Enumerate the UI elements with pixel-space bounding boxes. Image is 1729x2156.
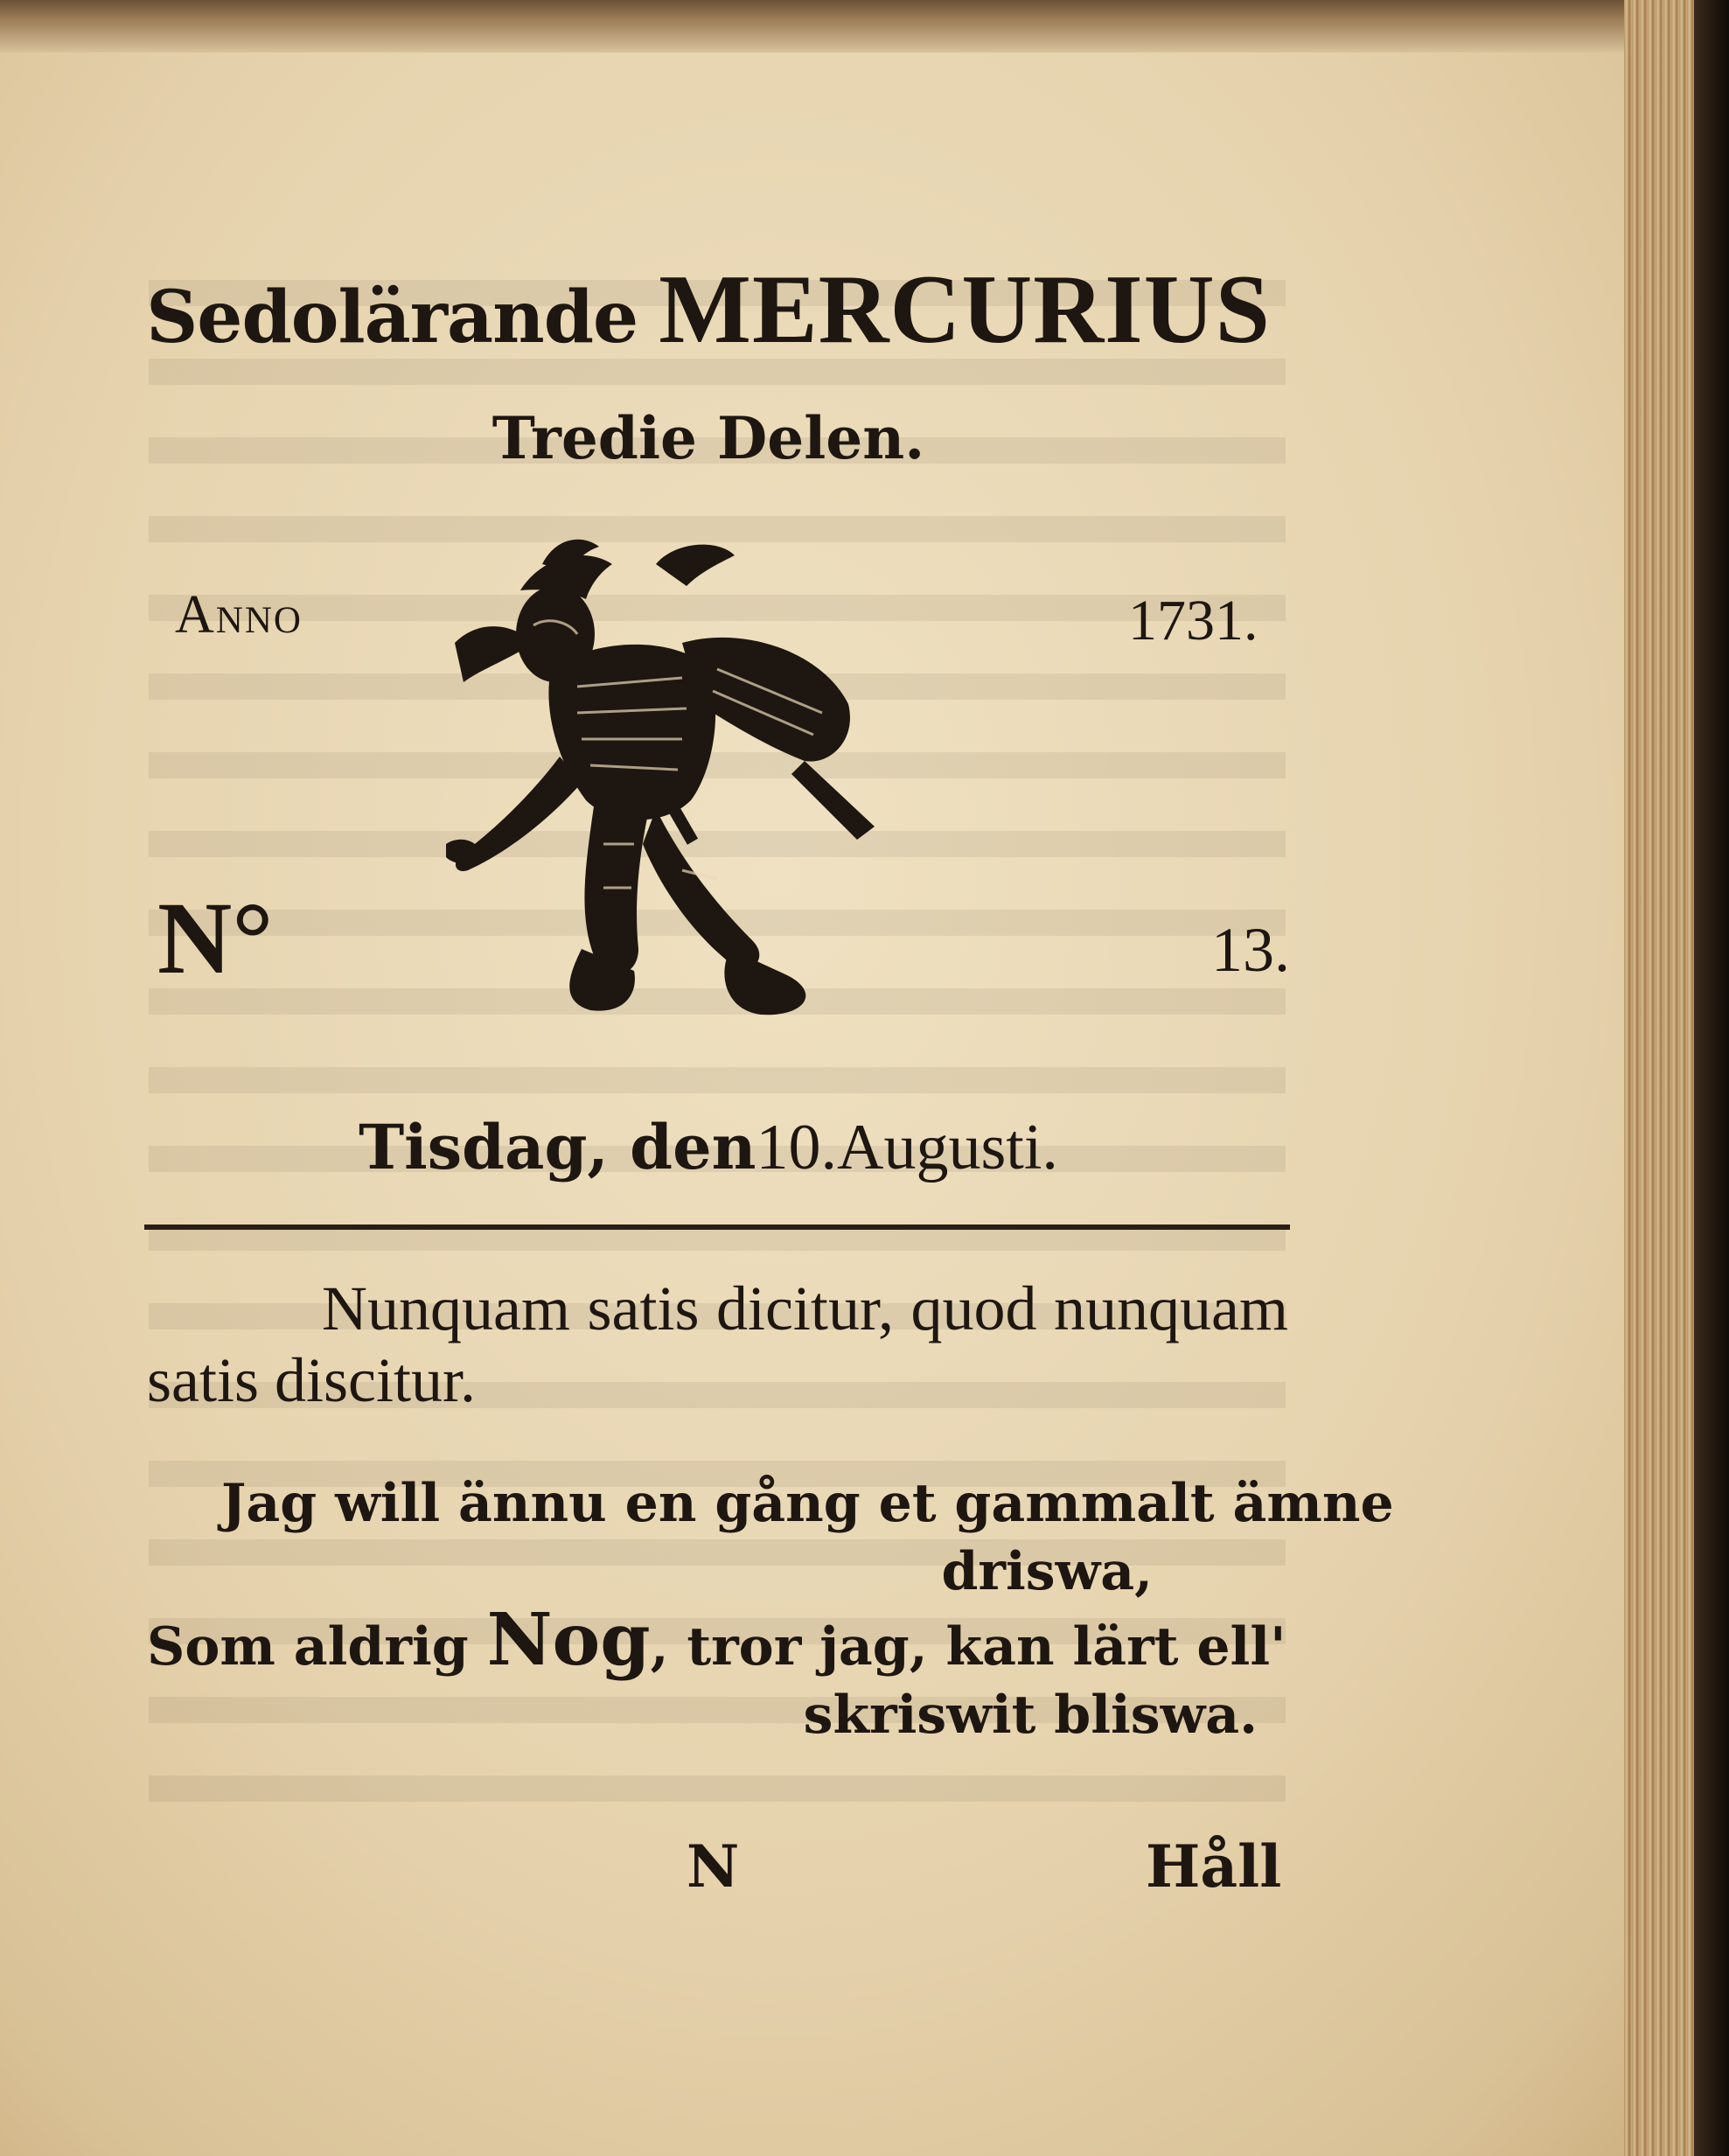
title-roman: MERCURIUS	[659, 255, 1271, 364]
masthead-title	[131, 254, 1286, 366]
date-weekday: Tisdag, den	[359, 1111, 756, 1183]
title-fraktur: Sedolärande	[146, 276, 638, 359]
subtitle: Tredie Delen.	[492, 404, 925, 472]
book-cover-edge	[1694, 0, 1729, 2156]
anno-label: Anno	[175, 585, 303, 645]
horizontal-rule	[144, 1225, 1290, 1230]
verse-block	[147, 1469, 1394, 1749]
verse-line-1: Jag will ännu en gång et gammalt ämne	[221, 1473, 1394, 1534]
mercury-figure-woodcut-icon	[437, 538, 945, 1045]
date-day: 10.	[756, 1112, 838, 1183]
page-top-edge	[0, 0, 1662, 52]
issue-number: 13.	[1211, 915, 1290, 985]
numero-label: N°	[157, 881, 274, 995]
verse-line-1-continuation: driswa,	[941, 1541, 1153, 1602]
verse-line-2-emphasis: Nog	[486, 1598, 651, 1682]
verse-line-2-pre: Som aldrig	[147, 1616, 487, 1678]
verse-line-2-post: , tror jag, kan lärt ell'	[650, 1616, 1286, 1678]
verse-line-2-continuation: skriswit bliswa.	[803, 1685, 1258, 1746]
year: 1731.	[1128, 589, 1258, 652]
verse-line-2	[147, 1598, 1293, 1682]
date-line	[131, 1111, 1286, 1185]
catchword: Håll	[1146, 1832, 1282, 1901]
date-month: Augusti.	[837, 1112, 1058, 1183]
signature-mark: N	[687, 1832, 740, 1901]
latin-motto: Nunquam satis dicitur, quod nunquam satis discitur.	[147, 1273, 1288, 1415]
